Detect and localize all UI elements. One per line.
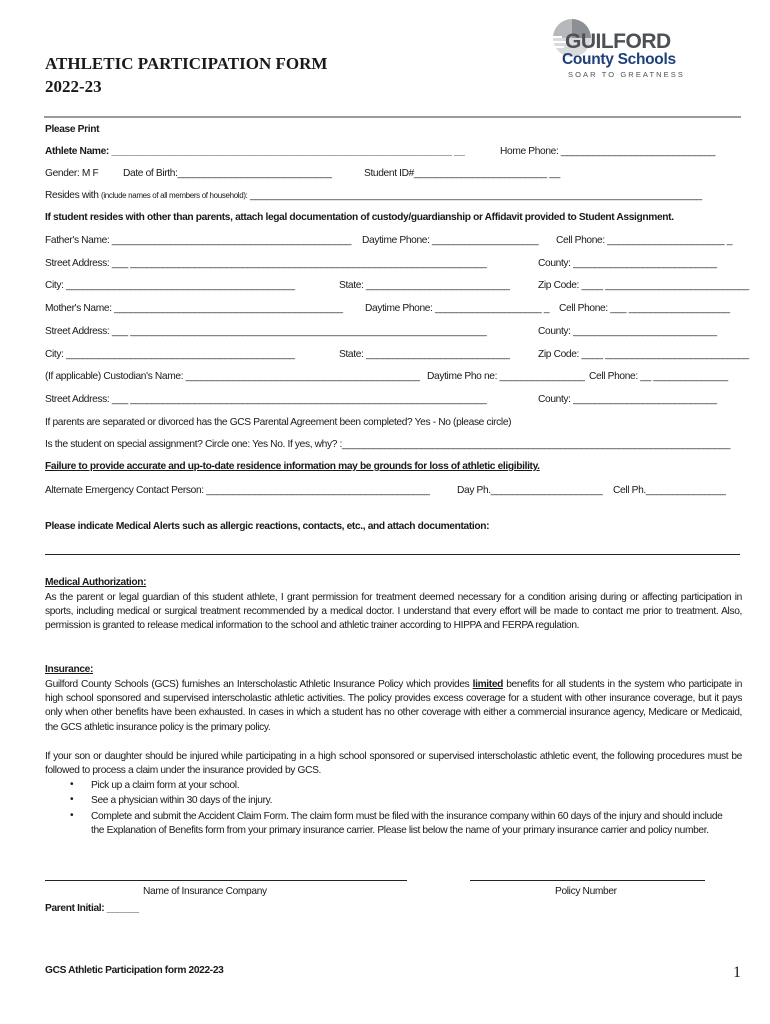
insurance-text-rest: benefits for all students in the system who participate in high school sponsored and supervised interscholastic athletic activities. The policy provides excess coverage for a student with other insurance coverage, but it pays only when other benefits have been exhausted. In cases in which a student has no other coverage with either a commercial insurance agency, Medicare or Medicaid, the GCS athletic insurance policy is the primary policy.	[45, 679, 743, 733]
parent-initial-field[interactable]: Parent Initial: ______	[45, 903, 139, 914]
logo-line2: County Schools	[562, 51, 676, 68]
policy-number-line[interactable]	[470, 880, 705, 881]
insurance-company-line[interactable]	[45, 880, 407, 881]
mother-day-phone-field[interactable]: Daytime Phone: ____________________ _	[365, 303, 550, 314]
resides-with-field[interactable]	[45, 190, 702, 201]
logo-tagline: SOAR TO GREATNESS	[568, 70, 685, 79]
form-year: 2022-23	[45, 77, 102, 96]
claim-step-3: Complete and submit the Accident Claim Form. The claim form must be filed with the insurance company within 60 days of the injury and should include the Explanation of Benefits form from your primary insurance carrier. Please list below the name of your primary insurance carrier and policy number.	[91, 811, 723, 837]
header-rule	[44, 116, 741, 118]
resides-note: (include names of all members of household):	[101, 191, 248, 200]
county-1-field[interactable]: County: ___________________________	[538, 258, 717, 269]
custodian-name-field[interactable]: (If applicable) Custodian's Name: ____________________________________________	[45, 371, 420, 382]
special-assignment-question[interactable]: Is the student on special assignment? Circle one: Yes No. If yes, why? :_________________________________________________________________________	[45, 439, 731, 450]
district-logo	[542, 16, 692, 89]
footer-form-name: GCS Athletic Participation form 2022-23	[45, 965, 224, 976]
insurance-heading: Insurance:	[45, 664, 94, 675]
city-2-field[interactable]: City: ___________________________________________	[45, 349, 295, 360]
please-print-label: Please Print	[45, 124, 100, 135]
alt-contact-field[interactable]: Alternate Emergency Contact Person: __________________________________________	[45, 485, 430, 496]
father-cell-field[interactable]: Cell Phone: ______________________ _	[556, 235, 733, 246]
city-1-field[interactable]: City: ___________________________________________	[45, 280, 295, 291]
father-day-phone-field[interactable]: Daytime Phone: ____________________	[362, 235, 539, 246]
medical-alerts-label: Please indicate Medical Alerts such as allergic reactions, contacts, etc., and attach documentation:	[45, 521, 490, 532]
father-name-field[interactable]: Father's Name: _____________________________________________	[45, 235, 352, 246]
zip-2-field[interactable]: Zip Code: ____ ___________________________	[538, 349, 749, 360]
parental-agreement-question[interactable]: If parents are separated or divorced has the GCS Parental Agreement been completed? Yes - No (please circle)	[45, 417, 512, 428]
alt-day-phone-field[interactable]: Day Ph._____________________	[457, 485, 603, 496]
alt-cell-phone-field[interactable]: Cell Ph._______________	[613, 485, 726, 496]
medical-alerts-line[interactable]	[45, 554, 740, 555]
state-1-field[interactable]: State: ___________________________	[339, 280, 510, 291]
street-address-2-field[interactable]: Street Address: ___ ___________________________________________________________________	[45, 326, 487, 337]
custody-note: If student resides with other than parents, attach legal documentation of custody/guardianship or Affidavit provided to Student Assignment.	[45, 212, 674, 223]
state-2-field[interactable]: State: ___________________________	[339, 349, 510, 360]
athlete-name-text: Athlete Name: ________________________________________________________________ __	[45, 146, 465, 157]
dob-field[interactable]: Date of Birth:_____________________________	[123, 168, 332, 179]
resides-line: _____________________________________________________________________________________	[250, 190, 702, 201]
bullet-icon: •	[70, 810, 74, 821]
insurance-company-label: Name of Insurance Company	[143, 886, 267, 897]
county-2-field[interactable]: County: ___________________________	[538, 326, 717, 337]
street-address-1-field[interactable]: Street Address: ___ ___________________________________________________________________	[45, 258, 487, 269]
claim-step-1: Pick up a claim form at your school.	[91, 780, 240, 791]
student-id-field[interactable]: Student ID#_________________________ __	[364, 168, 560, 179]
claim-step-2: See a physician within 30 days of the injury.	[91, 795, 273, 806]
eligibility-warning: Failure to provide accurate and up-to-date residence information may be grounds for loss of athletic eligibility.	[45, 461, 540, 472]
medical-authorization-text: As the parent or legal guardian of this student athlete, I grant permission for treatment deemed necessary for a condition arising during or affecting participation in sports, including medical or surgical treatment recommended by a medical doctor. I understand that every effort will be made to contact me prior to treatment. Also, permission is granted to release medical information to the school and athletic trainer according to HIPPA and FERPA regulation.	[45, 592, 742, 632]
custodian-cell-field[interactable]: Cell Phone: __ ______________	[589, 371, 728, 382]
form-title: ATHLETIC PARTICIPATION FORM	[45, 54, 328, 73]
home-phone-field[interactable]: Home Phone: _____________________________	[500, 146, 716, 157]
insurance-text	[45, 678, 742, 735]
bullet-icon: •	[70, 779, 74, 790]
street-address-3-field[interactable]: Street Address: ___ ___________________________________________________________________	[45, 394, 487, 405]
logo-line1: GUILFORD	[565, 30, 671, 53]
resides-label: Resides with	[45, 190, 99, 201]
bullet-icon: •	[70, 794, 74, 805]
county-3-field[interactable]: County: ___________________________	[538, 394, 717, 405]
custodian-day-phone-field[interactable]: Daytime Pho ne: ________________	[427, 371, 585, 382]
page-number: 1	[733, 964, 741, 981]
athlete-name-field[interactable]	[45, 146, 465, 157]
insurance-limited: limited	[472, 679, 504, 690]
medical-authorization-heading: Medical Authorization:	[45, 577, 147, 588]
claim-intro: If your son or daughter should be injured while participating in a high school sponsored or supervised interscholastic athletic event, the following procedures must be followed to process a claim under the insurance provided by GCS.	[45, 751, 742, 777]
mother-name-field[interactable]: Mother's Name: ___________________________________________	[45, 303, 343, 314]
policy-number-label: Policy Number	[555, 886, 617, 897]
mother-cell-field[interactable]: Cell Phone: ___ ___________________	[559, 303, 730, 314]
gender-field[interactable]: Gender: M F	[45, 168, 99, 179]
insurance-text-start: Guilford County Schools (GCS) furnishes an Interscholastic Athletic Insurance Policy which provides	[45, 679, 470, 690]
zip-1-field[interactable]: Zip Code: ____ ___________________________	[538, 280, 749, 291]
